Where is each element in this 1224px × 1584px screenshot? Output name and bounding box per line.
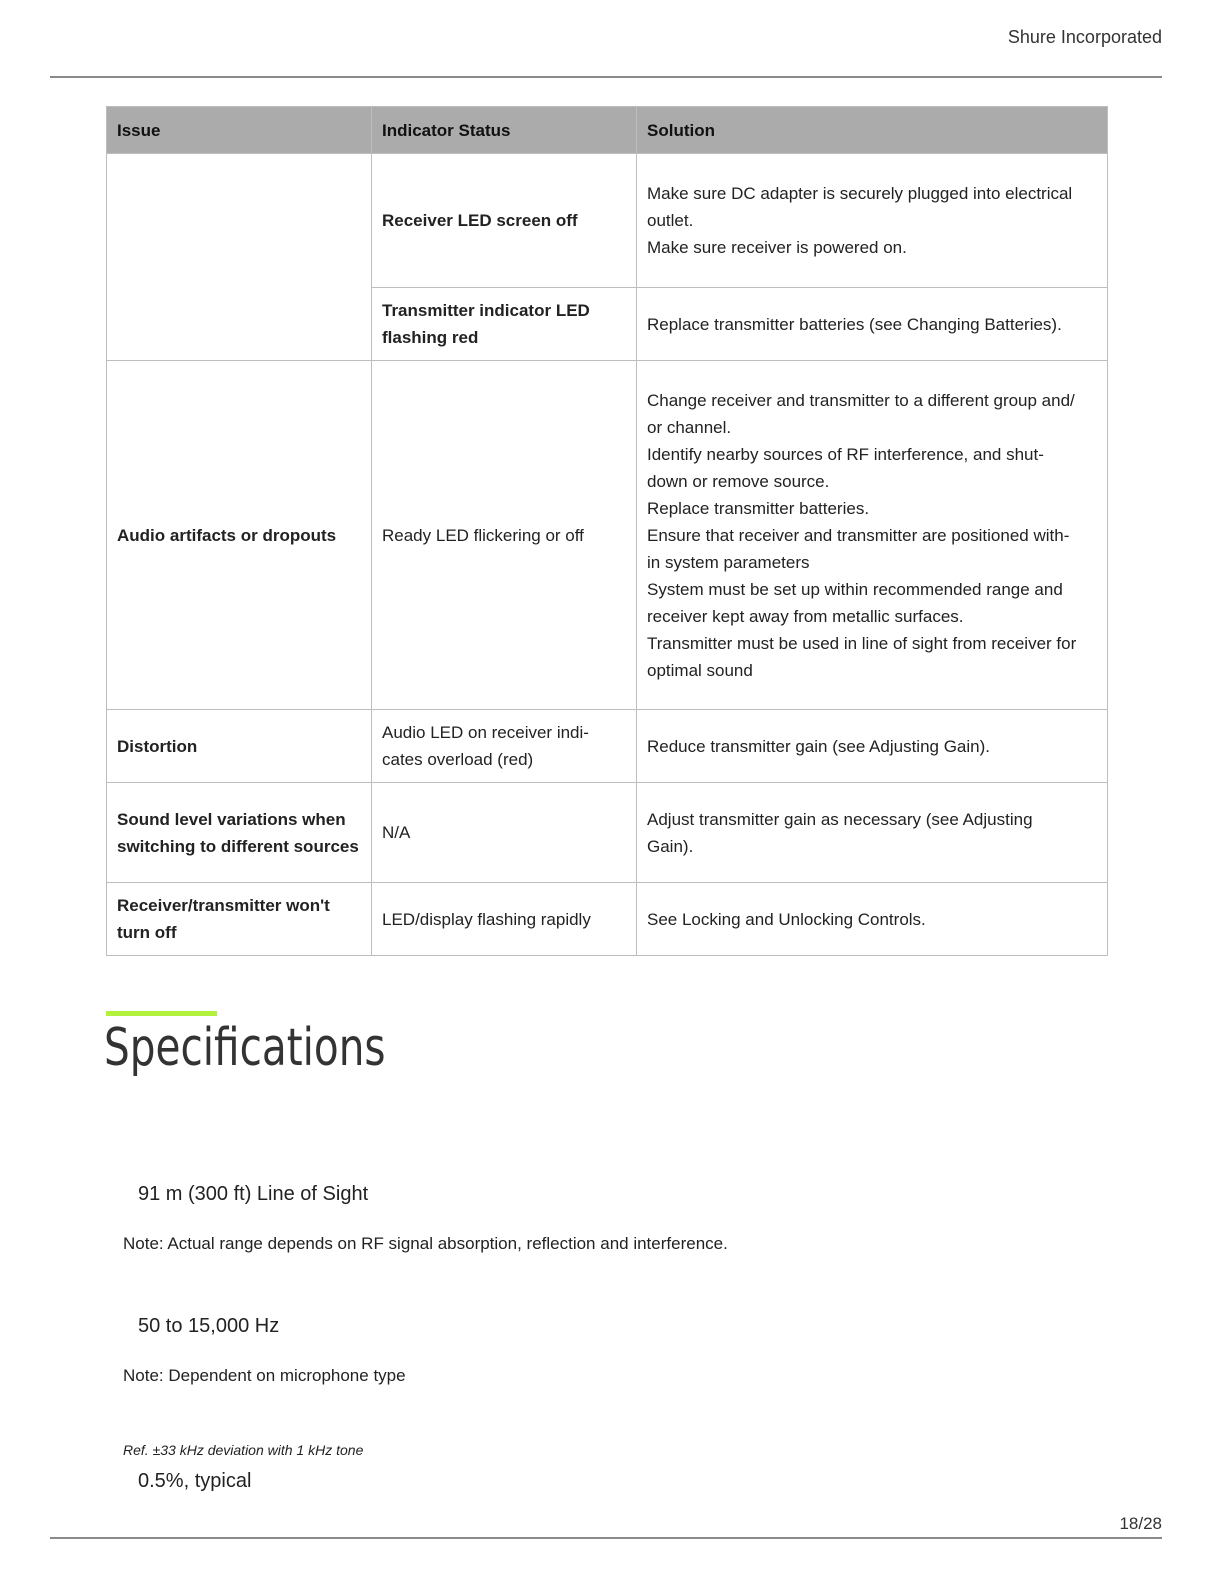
issue-cell: Distortion [107, 710, 372, 783]
status-cell: Receiver LED screen off [372, 154, 637, 288]
spec-frequency-note: Note: Dependent on microphone type [123, 1366, 406, 1385]
footer-divider [50, 1537, 1162, 1539]
issue-cell: Receiver/transmitter won't turn off [107, 883, 372, 956]
status-cell: LED/display flashing rapidly [372, 883, 637, 956]
spec-thd-value: 0.5%, typical [138, 1470, 252, 1492]
solution-cell [637, 883, 1108, 956]
solution-line: optimal sound [647, 660, 753, 680]
header-divider [50, 76, 1162, 78]
page-number: 18/28 [1119, 1514, 1162, 1533]
spec-range-note: Note: Actual range depends on RF signal absorption, reflection and interference. [123, 1234, 728, 1253]
solution-cell [637, 783, 1108, 883]
troubleshooting-table [106, 106, 1108, 956]
solution-line: See Locking and Unlocking Controls. [647, 909, 926, 929]
table-row [107, 710, 1108, 783]
column-header-issue: Issue [107, 107, 372, 154]
solution-line: Gain). [647, 836, 694, 856]
solution-line: Identify nearby sources of RF interference, and shut- [647, 444, 1044, 464]
table-header-row [107, 107, 1108, 154]
table-row [107, 361, 1108, 710]
table-row [107, 154, 1108, 288]
solution-line: Change receiver and transmitter to a different group and/ [647, 390, 1075, 410]
status-cell: N/A [372, 783, 637, 883]
column-header-indicator-status: Indicator Status [372, 107, 637, 154]
solution-line: receiver kept away from metallic surfaces. [647, 606, 964, 626]
solution-line: Replace transmitter batteries (see Changing Batteries). [647, 314, 1062, 334]
table-row [107, 783, 1108, 883]
solution-line: Make sure receiver is powered on. [647, 238, 907, 257]
solution-line: in system parameters [647, 552, 810, 572]
solution-line: System must be set up within recommended range and [647, 579, 1063, 599]
issue-cell [107, 154, 372, 361]
solution-cell [637, 361, 1108, 710]
solution-line: Make sure DC adapter is securely plugged into electrical [647, 184, 1073, 203]
solution-line: down or remove source. [647, 471, 830, 491]
column-header-solution: Solution [637, 107, 1108, 154]
spec-frequency-value: 50 to 15,000 Hz [138, 1315, 280, 1337]
solution-line: Ensure that receiver and transmitter are positioned with- [647, 525, 1070, 545]
solution-cell [637, 710, 1108, 783]
solution-line: outlet. [647, 211, 694, 230]
issue-cell: Sound level variations when switching to different sources [107, 783, 372, 883]
company-name: Shure Incorporated [1007, 27, 1162, 47]
section-title: Specifications [104, 1018, 386, 1078]
solution-line: or channel. [647, 417, 732, 437]
section-accent-bar [106, 1011, 217, 1016]
status-cell: Audio LED on receiver indi-cates overload (red) [372, 710, 637, 783]
spec-thd-reference: Ref. ±33 kHz deviation with 1 kHz tone [123, 1442, 364, 1458]
solution-line: Reduce transmitter gain (see Adjusting Gain). [647, 736, 991, 756]
solution-line: Adjust transmitter gain as necessary (see Adjusting [647, 809, 1033, 829]
issue-cell: Audio artifacts or dropouts [107, 361, 372, 710]
spec-range-value: 91 m (300 ft) Line of Sight [138, 1183, 369, 1205]
solution-line: Replace transmitter batteries. [647, 498, 870, 518]
solution-line: Transmitter must be used in line of sight from receiver for [647, 633, 1077, 653]
solution-cell [637, 288, 1108, 361]
solution-cell [637, 154, 1108, 288]
status-cell: Ready LED flickering or off [372, 361, 637, 710]
table-row [107, 883, 1108, 956]
status-cell: Transmitter indicator LED flashing red [372, 288, 637, 361]
